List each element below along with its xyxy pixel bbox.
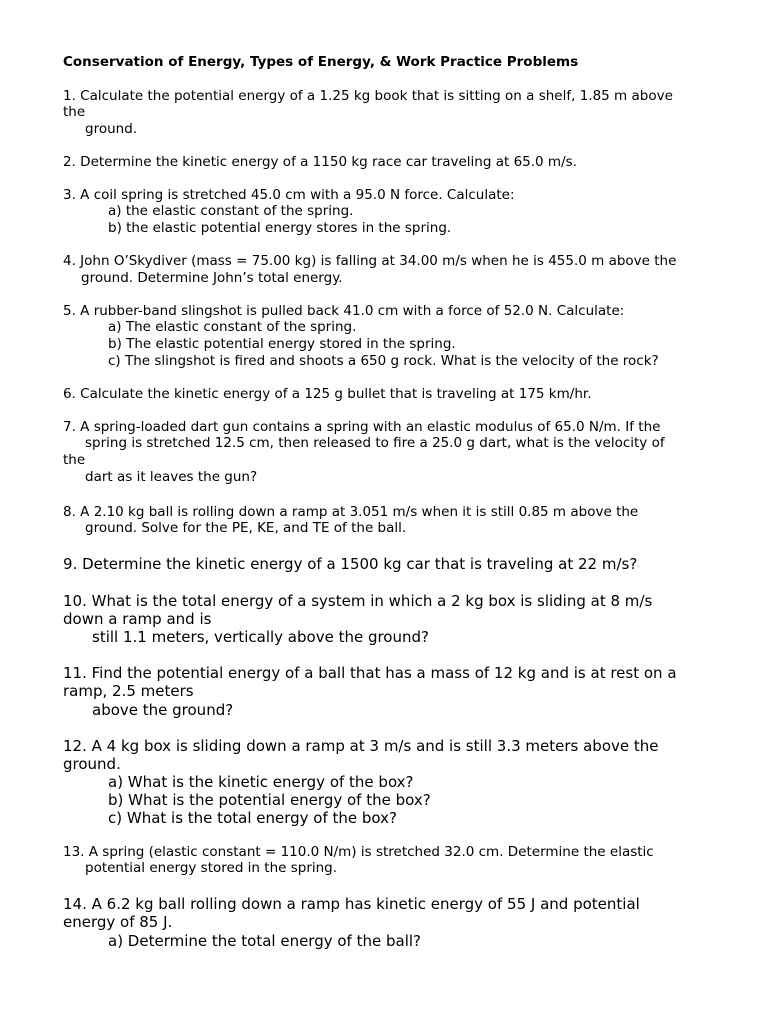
problem-9: 9. Determine the kinetic energy of a 1500 kg car that is traveling at 22 m/s? bbox=[63, 555, 638, 573]
problem-1-line-1: 1. Calculate the potential energy of a 1.25 kg book that is sitting on a shelf, 1.85 m above bbox=[63, 88, 673, 104]
problem-10-line-3: still 1.1 meters, vertically above the ground? bbox=[92, 628, 429, 646]
problem-13-line-2: potential energy stored in the spring. bbox=[85, 860, 338, 876]
problem-11-line-3: above the ground? bbox=[92, 701, 234, 719]
problem-11-line-2: ramp, 2.5 meters bbox=[63, 682, 194, 700]
problem-8-line-1: 8. A 2.10 kg ball is rolling down a ramp at 3.051 m/s when it is still 0.85 m above the bbox=[63, 504, 639, 520]
problem-10-line-1: 10. What is the total energy of a system in which a 2 kg box is sliding at 8 m/s bbox=[63, 592, 653, 610]
problem-14-line-1: 14. A 6.2 kg ball rolling down a ramp has kinetic energy of 55 J and potential bbox=[63, 895, 640, 913]
problem-11-line-1: 11. Find the potential energy of a ball that has a mass of 12 kg and is at rest on a bbox=[63, 664, 677, 682]
problem-14-line-2: energy of 85 J. bbox=[63, 913, 173, 931]
problem-5: 5. A rubber-band slingshot is pulled back 41.0 cm with a force of 52.0 N. Calculate: bbox=[63, 303, 625, 319]
problem-2: 2. Determine the kinetic energy of a 1150 kg race car traveling at 65.0 m/s. bbox=[63, 154, 577, 170]
problem-3: 3. A coil spring is stretched 45.0 cm with a 95.0 N force. Calculate: bbox=[63, 187, 515, 203]
problem-12-part-a: a) What is the kinetic energy of the box? bbox=[108, 773, 414, 791]
problem-1-line-3: ground. bbox=[85, 121, 138, 137]
problem-4-line-1: 4. John O’Skydiver (mass = 75.00 kg) is falling at 34.00 m/s when he is 455.0 m above the bbox=[63, 253, 677, 269]
problem-6: 6. Calculate the kinetic energy of a 125 g bullet that is traveling at 175 km/hr. bbox=[63, 386, 592, 402]
problem-12-line-2: ground. bbox=[63, 755, 121, 773]
problem-10-line-2: down a ramp and is bbox=[63, 610, 212, 628]
problem-7-line-2: spring is stretched 12.5 cm, then released to fire a 25.0 g dart, what is the velocity of bbox=[85, 435, 665, 451]
page-title: Conservation of Energy, Types of Energy, & Work Practice Problems bbox=[63, 54, 579, 70]
problem-14-part-a: a) Determine the total energy of the ball? bbox=[108, 932, 421, 950]
problem-5-part-c: c) The slingshot is fired and shoots a 650 g rock. What is the velocity of the rock? bbox=[108, 353, 659, 369]
problem-12-line-1: 12. A 4 kg box is sliding down a ramp at 3 m/s and is still 3.3 meters above the bbox=[63, 737, 659, 755]
problem-7-line-4: dart as it leaves the gun? bbox=[85, 469, 258, 485]
problem-7-line-1: 7. A spring-loaded dart gun contains a spring with an elastic modulus of 65.0 N/m. If the bbox=[63, 419, 661, 435]
problem-3-part-a: a) the elastic constant of the spring. bbox=[108, 203, 354, 219]
problem-5-part-b: b) The elastic potential energy stored in the spring. bbox=[108, 336, 456, 352]
problem-12-part-b: b) What is the potential energy of the box? bbox=[108, 791, 431, 809]
problem-13-line-1: 13. A spring (elastic constant = 110.0 N/m) is stretched 32.0 cm. Determine the elastic bbox=[63, 844, 654, 860]
problem-12-part-c: c) What is the total energy of the box? bbox=[108, 809, 397, 827]
problem-4-line-2: ground. Determine John’s total energy. bbox=[81, 270, 343, 286]
problem-3-part-b: b) the elastic potential energy stores in the spring. bbox=[108, 220, 452, 236]
problem-5-part-a: a) The elastic constant of the spring. bbox=[108, 319, 357, 335]
problem-7-line-3: the bbox=[63, 452, 86, 468]
problem-1-line-2: the bbox=[63, 104, 86, 120]
problem-8-line-2: ground. Solve for the PE, KE, and TE of the ball. bbox=[85, 520, 407, 536]
